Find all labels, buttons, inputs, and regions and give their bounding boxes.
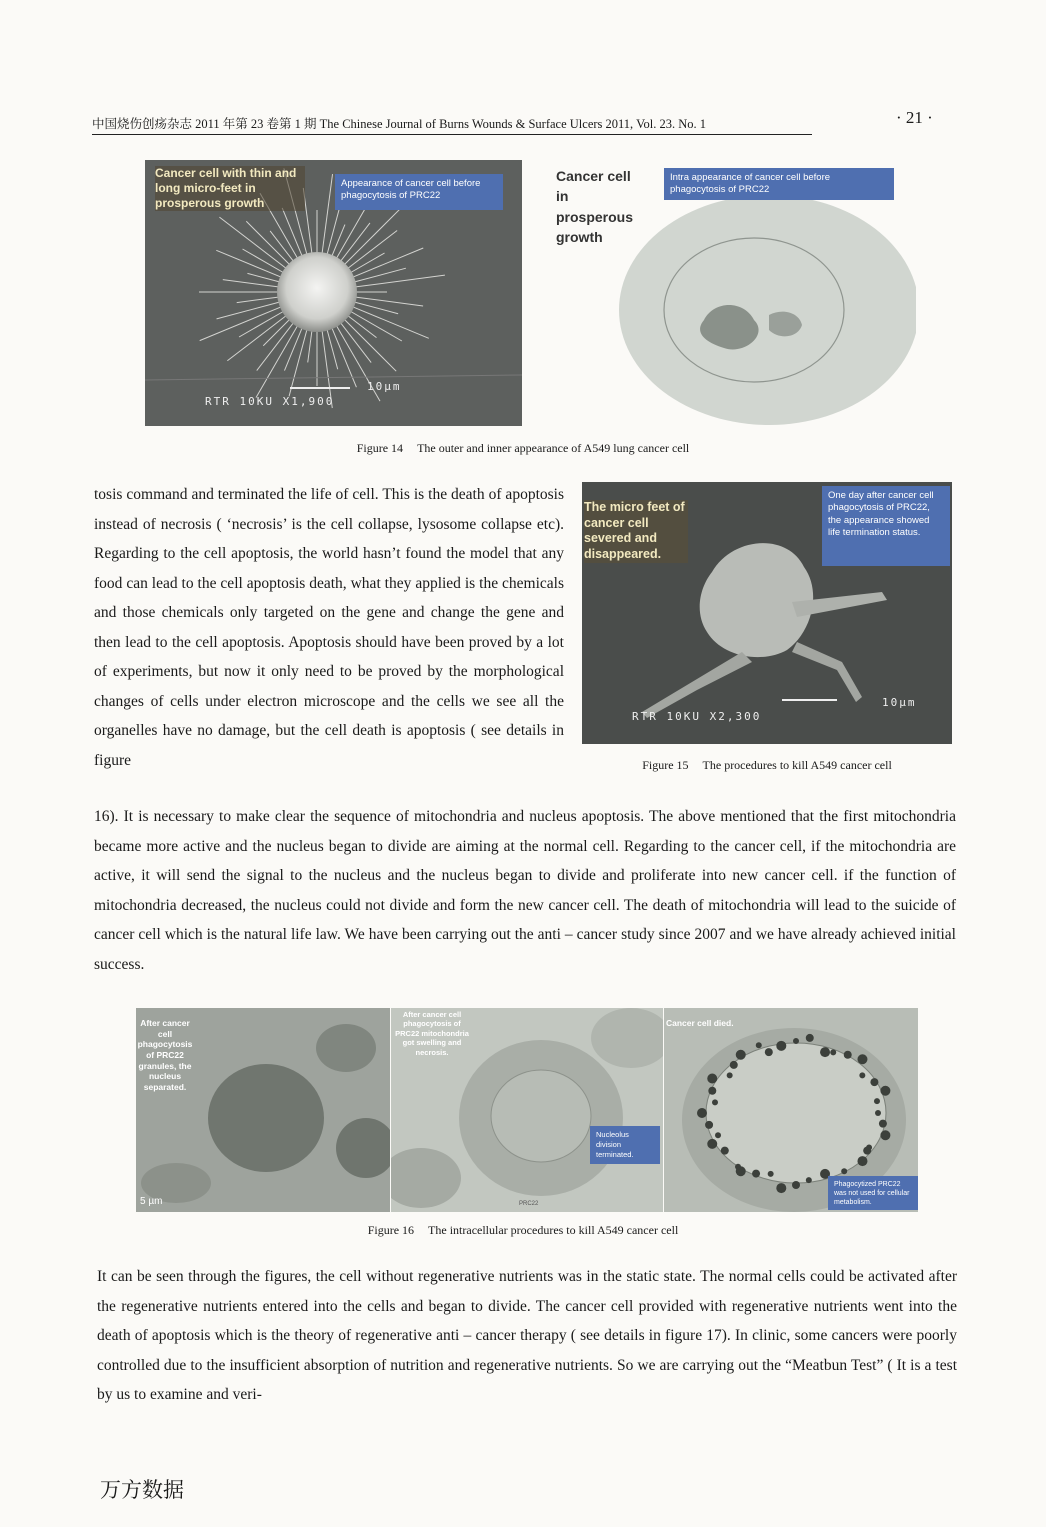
figure14-caption bbox=[92, 441, 954, 456]
fig14-left-scale-bar: 10µm bbox=[367, 380, 402, 393]
figure14-left-panel bbox=[145, 160, 522, 426]
fig15-box: One day after cancer cell phagocytosis of PRC22, the appearance showed life termination status. bbox=[822, 486, 950, 566]
figure14-right-panel bbox=[554, 160, 916, 426]
body-paragraph-full: 16). It is necessary to make clear the sequence of mitochondria and nucleus apoptosis. The above mentioned that the first mitochondria became more active and the nucleus began to divide are aiming at the normal cell. Regarding to the cancer cell, if the mitochondria are active, it will send the signal to the nucleus and the nucleus began to divide and proliferate into new cancer cell. if the function of mitochondria decreased, the nucleus could not divide and form the new cancer cell. The death of mitochondria will lead to the suicide of cancer cell which is the natural life law. We have been carrying out the anti – cancer study since 2007 and we have already achieved initial success. bbox=[94, 808, 956, 973]
body-paragraph-2: It can be seen through the figures, the cell without regenerative nutrients was in the static state. The normal cells could be activated after the regenerative nutrients entered into the cells and began to divide. The cancer cell provided with regenerative nutrients went into the death of apoptosis which is the theory of regenerative anti – cancer therapy ( see details in figure 17). In clinic, some cancers were poorly controlled due to the insufficient absorption of nutrition and regenerative nutrients. So we are carrying out the “Meatbun Test” ( It is a test by us to examine and veri- bbox=[97, 1268, 957, 1403]
figure15-caption-text: The procedures to kill A549 cancer cell bbox=[702, 758, 892, 772]
figure15-caption-number: Figure 15 bbox=[642, 758, 689, 772]
fig15-label: The micro feet of cancer cell severed and disappeared. bbox=[584, 500, 688, 563]
figure16-panel-2 bbox=[391, 1008, 663, 1212]
watermark: 万方数据 bbox=[100, 1478, 184, 1502]
figure16-panel-1 bbox=[136, 1008, 390, 1212]
fig16-panel2-box: Nucleolus division terminated. bbox=[590, 1126, 660, 1164]
fig16-panel3-box: Phagocytized PRC22 was not used for cellular metabolism. bbox=[828, 1176, 918, 1210]
figure16-caption-text: The intracellular procedures to kill A549 cancer cell bbox=[428, 1223, 679, 1237]
running-header: 中国烧伤创疡杂志 2011 年第 23 卷第 1 期 The Chinese Journal of Burns Wounds & Surface Ulcers 2011, Vol. 23. No. 1 bbox=[92, 114, 812, 135]
fig16-panel2-label: After cancer cell phagocytosis of PRC22 mitochondria got swelling and necrosis. bbox=[395, 1010, 469, 1057]
figure14-caption-number: Figure 14 bbox=[356, 441, 404, 455]
fig14-right-box: Intra appearance of cancer cell before phagocytosis of PRC22 bbox=[664, 168, 894, 200]
fig14-right-label: Cancer cell in prosperous growth bbox=[556, 168, 634, 245]
figure16-panel-3 bbox=[664, 1008, 918, 1212]
figure16-caption bbox=[92, 1223, 954, 1238]
fig16-panel1-label: After cancer cell phagocytosis of PRC22 granules, the nucleus separated. bbox=[137, 1018, 193, 1092]
fig15-scale: RTR 10KU X2,300 bbox=[632, 710, 762, 723]
fig16-panel2-small: PRC22 bbox=[519, 1201, 539, 1207]
fig16-panel3-label: Cancer cell died. bbox=[666, 1018, 734, 1028]
figure15-panel bbox=[582, 482, 952, 744]
fig14-left-box: Appearance of cancer cell before phagocytosis of PRC22 bbox=[335, 174, 503, 210]
figure16-caption-number: Figure 16 bbox=[367, 1223, 415, 1237]
body-paragraph-wrap: tosis command and terminated the life of cell. This is the death of apoptosis instead of necrosis ( ‘necrosis’ is the cell collapse, lysosome collapse etc). Regarding to the cell apoptosis, the world hasn’t found the model that any food can lead to the cell apoptosis death, what they applied is the chemicals and those chemicals only targeted on the gene and change the gene and then lead to the cell apoptosis. Apoptosis should have been proved by a lot of experiments, but now it only need to be proved by the morphological changes of cells under electron microscope and the cells we see all the organelles have no damage, but the cell death is apoptosis ( see details in figure bbox=[94, 486, 564, 769]
page-number: · 21 · bbox=[896, 108, 933, 127]
fig14-left-scale: RTR 10KU X1,900 bbox=[205, 395, 335, 408]
figure14-caption-text: The outer and inner appearance of A549 lung cancer cell bbox=[417, 441, 690, 455]
fig16-scale: 5 µm bbox=[140, 1196, 163, 1207]
fig15-scale-bar: 10µm bbox=[882, 696, 917, 709]
fig14-left-label: Cancer cell with thin and long micro-feet in prosperous growth bbox=[155, 166, 305, 211]
figure15-caption bbox=[582, 758, 952, 773]
